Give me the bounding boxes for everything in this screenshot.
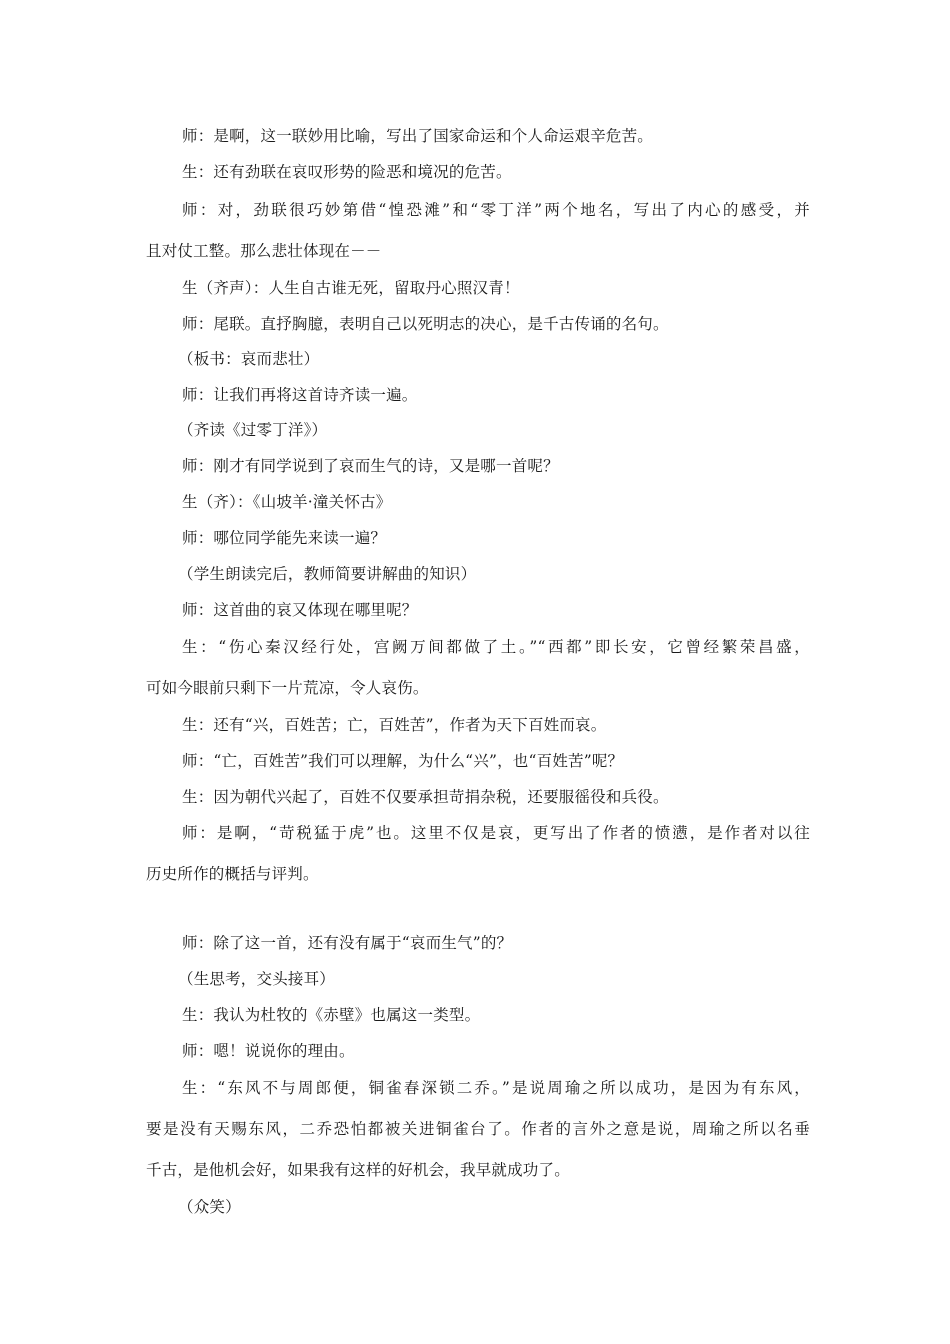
dialogue-line: 生：还有“兴，百姓苦；亡，百姓苦”，作者为天下百姓而哀。	[182, 716, 607, 734]
stage-note: （生思考，交头接耳）	[178, 970, 336, 988]
dialogue-line: 生：还有劲联在哀叹形势的险恶和境况的危苦。	[182, 163, 512, 181]
stage-note: （众笑）	[178, 1198, 241, 1216]
dialogue-line: 生：“东风不与周郎便，铜雀春深锁二乔。”是说周瑜之所以成功，是因为有东风，	[182, 1079, 810, 1097]
stage-note: （齐读《过零丁洋》）	[178, 421, 328, 439]
dialogue-line: 师：这首曲的哀又体现在哪里呢？	[182, 601, 418, 619]
dialogue-line-continuation: 千古，是他机会好，如果我有这样的好机会，我早就成功了。	[146, 1161, 570, 1179]
dialogue-line: 生（齐声）：人生自古谁无死，留取丹心照汉青！	[182, 279, 520, 297]
dialogue-line: 师：除了这一首，还有没有属于“哀而生气”的？	[182, 934, 513, 952]
stage-note: （学生朗读完后，教师简要讲解曲的知识）	[178, 565, 477, 583]
stage-note: （板书：哀而悲壮）	[178, 350, 320, 368]
dialogue-line: 师：刚才有同学说到了哀而生气的诗，又是哪一首呢？	[182, 457, 559, 475]
dialogue-line-continuation: 要是没有天赐东风，二乔恐怕都被关进铜雀台了。作者的言外之意是说，周瑜之所以名垂	[146, 1120, 810, 1138]
dialogue-line: 师：尾联。直抒胸臆，表明自己以死明志的决心，是千古传诵的名句。	[182, 315, 669, 333]
dialogue-line: 师：对，劲联很巧妙第借“惶恐滩”和“零丁洋”两个地名，写出了内心的感受，并	[182, 201, 810, 219]
dialogue-line: 师：是啊，“苛税猛于虎”也。这里不仅是哀，更写出了作者的愤懑，是作者对以往	[182, 824, 810, 842]
dialogue-line: 师：让我们再将这首诗齐读一遍。	[182, 386, 418, 404]
dialogue-line: 生：“伤心秦汉经行处，宫阙万间都做了土。”“西都”即长安，它曾经繁荣昌盛，	[182, 638, 810, 656]
dialogue-line: 师：哪位同学能先来读一遍？	[182, 529, 387, 547]
dialogue-line: 师：嗯！说说你的理由。	[182, 1042, 355, 1060]
dialogue-line-continuation: 且对仗工整。那么悲壮体现在－－	[146, 242, 382, 260]
dialogue-line-continuation: 历史所作的概括与评判。	[146, 865, 319, 883]
dialogue-line: 生：我认为杜牧的《赤壁》也属这一类型。	[182, 1006, 481, 1024]
dialogue-line: 师：“亡，百姓苦”我们可以理解，为什么“兴”，也“百姓苦”呢？	[182, 752, 624, 770]
dialogue-line: 师：是啊，这一联妙用比喻，写出了国家命运和个人命运艰辛危苦。	[182, 127, 654, 145]
dialogue-line-continuation: 可如今眼前只剩下一片荒凉，令人哀伤。	[146, 679, 429, 697]
dialogue-line: 生（齐）：《山坡羊·潼关怀古》	[182, 493, 392, 511]
dialogue-line: 生：因为朝代兴起了，百姓不仅要承担苛捐杂税，还要服徭役和兵役。	[182, 788, 669, 806]
